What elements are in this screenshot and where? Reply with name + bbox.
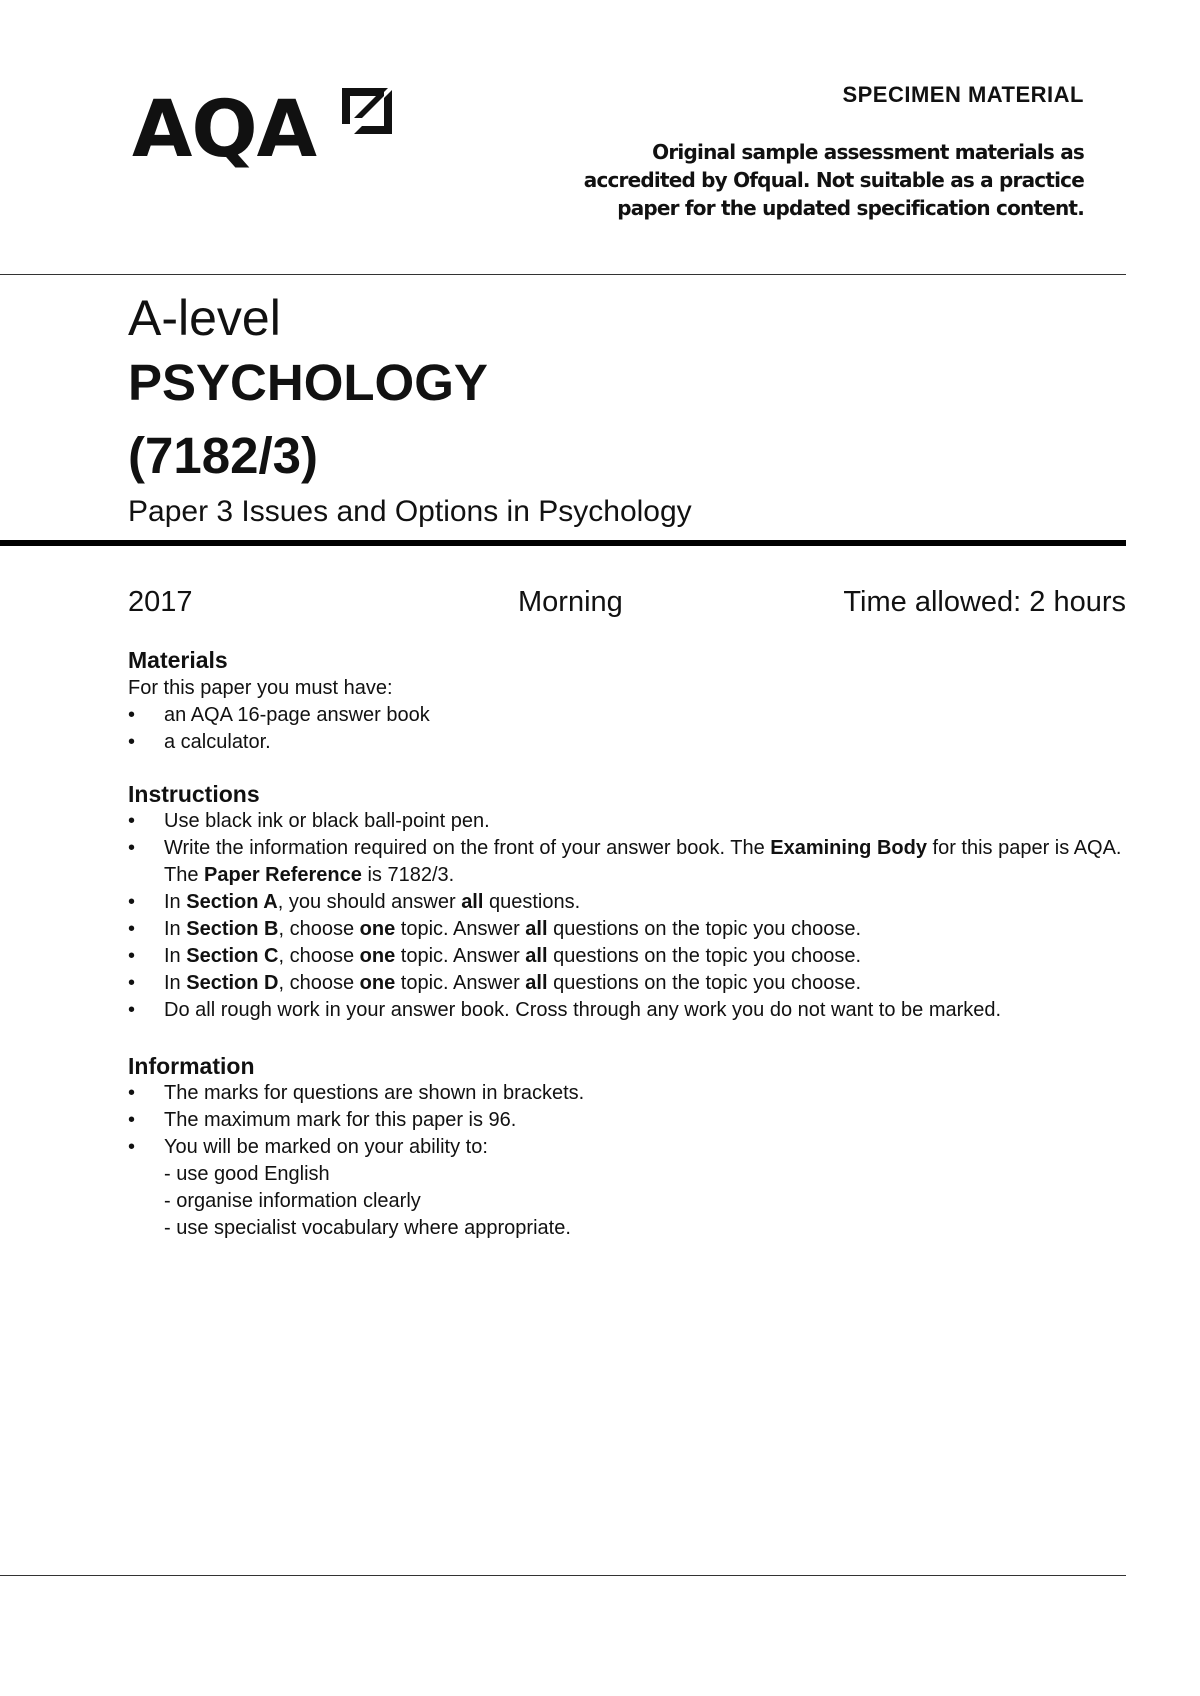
subject-title: PSYCHOLOGY [128, 354, 488, 411]
time-allowed: Time allowed: 2 hours [843, 586, 1126, 618]
instruction-text: topic. Answer [395, 945, 526, 967]
bullet-icon: • [128, 999, 136, 1021]
instruction-item [128, 943, 1128, 970]
instruction-text: Write the information required on the front of your answer book. The [164, 837, 771, 859]
bullet-icon: • [128, 731, 136, 753]
qualification-level: A-level [128, 290, 281, 346]
information-item-text: The maximum mark for this paper is 96. [164, 1109, 517, 1131]
paper-title: Paper 3 Issues and Options in Psychology [128, 495, 692, 528]
footer-divider [0, 1575, 1126, 1576]
information-sub-item: - use good English [164, 1163, 330, 1185]
materials-item [128, 729, 1128, 756]
information-item [128, 1080, 1128, 1107]
aqa-logo [132, 82, 394, 178]
information-item [128, 1107, 1128, 1134]
instruction-emphasis: Section A [186, 891, 278, 913]
instruction-text: questions on the topic you choose. [547, 918, 862, 940]
instruction-text: In [164, 972, 187, 994]
instruction-text: is 7182/3. [361, 864, 455, 886]
instruction-item [128, 997, 1128, 1024]
information-list [128, 1080, 1128, 1242]
instruction-emphasis: Examining Body [770, 837, 927, 859]
exam-session: Morning [518, 586, 623, 618]
instruction-emphasis: Section B [186, 918, 279, 940]
information-sub-item: - use specialist vocabulary where appropriate. [164, 1217, 571, 1239]
information-item-text: The marks for questions are shown in brackets. [164, 1082, 585, 1104]
instruction-emphasis: all [525, 918, 548, 940]
disclaimer-text: Original sample assessment materials as accredited by Ofqual. Not suitable as a practice paper for the updated specification content. [583, 140, 1084, 220]
title-divider [0, 540, 1126, 546]
materials-item [128, 702, 1128, 729]
aqa-logo-mark-icon [340, 84, 394, 138]
materials-item-text: an AQA 16-page answer book [164, 704, 430, 726]
information-heading: Information [128, 1053, 255, 1079]
bullet-icon: • [128, 837, 136, 859]
bullet-icon: • [128, 945, 136, 967]
instruction-emphasis: Section D [186, 972, 279, 994]
information-item-text: You will be marked on your ability to: [164, 1136, 488, 1158]
instructions-heading: Instructions [128, 781, 260, 807]
instruction-item [128, 808, 1128, 835]
information-sub-item: - organise information clearly [164, 1190, 421, 1212]
header-divider [0, 274, 1126, 275]
specimen-label: SPECIMEN MATERIAL [842, 82, 1084, 107]
instruction-text: questions on the topic you choose. [547, 945, 862, 967]
instruction-text: questions on the topic you choose. [547, 972, 862, 994]
bullet-icon: • [128, 1136, 136, 1158]
instruction-text: Do all rough work in your answer book. Cross through any work you do not want to be marked. [164, 999, 1002, 1021]
instruction-text: topic. Answer [395, 918, 526, 940]
instruction-text: Use black ink or black ball-point pen. [164, 810, 490, 832]
instruction-text: In [164, 945, 187, 967]
instruction-emphasis: all [461, 891, 484, 913]
materials-heading: Materials [128, 647, 228, 673]
instruction-emphasis: one [359, 945, 396, 967]
information-item [128, 1134, 1128, 1161]
instruction-text: , choose [278, 945, 360, 967]
materials-item-text: a calculator. [164, 731, 271, 753]
bullet-icon: • [128, 891, 136, 913]
instruction-item [128, 916, 1128, 943]
materials-list [128, 702, 1128, 756]
instruction-text: In [164, 918, 187, 940]
instruction-text: , choose [278, 918, 360, 940]
exam-year: 2017 [128, 586, 193, 618]
instruction-item [128, 889, 1128, 916]
logo-text: AQA [132, 85, 317, 175]
bullet-icon: • [128, 810, 136, 832]
instruction-emphasis: all [525, 945, 548, 967]
instruction-text: for this paper is AQA. The [164, 837, 1122, 886]
bullet-icon: • [128, 972, 136, 994]
instruction-emphasis: one [359, 972, 396, 994]
bullet-icon: • [128, 918, 136, 940]
instructions-list [128, 808, 1128, 1024]
bullet-icon: • [128, 704, 136, 726]
materials-intro: For this paper you must have: [128, 677, 393, 699]
instruction-emphasis: Section C [186, 945, 279, 967]
instruction-emphasis: one [359, 918, 396, 940]
bullet-icon: • [128, 1082, 136, 1104]
instruction-text: questions. [483, 891, 581, 913]
bullet-icon: • [128, 1109, 136, 1131]
instruction-emphasis: Paper Reference [204, 864, 362, 886]
instruction-text: , choose [278, 972, 360, 994]
instruction-emphasis: all [525, 972, 548, 994]
instruction-text: In [164, 891, 187, 913]
instruction-item [128, 970, 1128, 997]
paper-code: (7182/3) [128, 427, 318, 484]
instruction-text: topic. Answer [395, 972, 526, 994]
instruction-text: , you should answer [277, 891, 462, 913]
instruction-item [128, 835, 1128, 889]
